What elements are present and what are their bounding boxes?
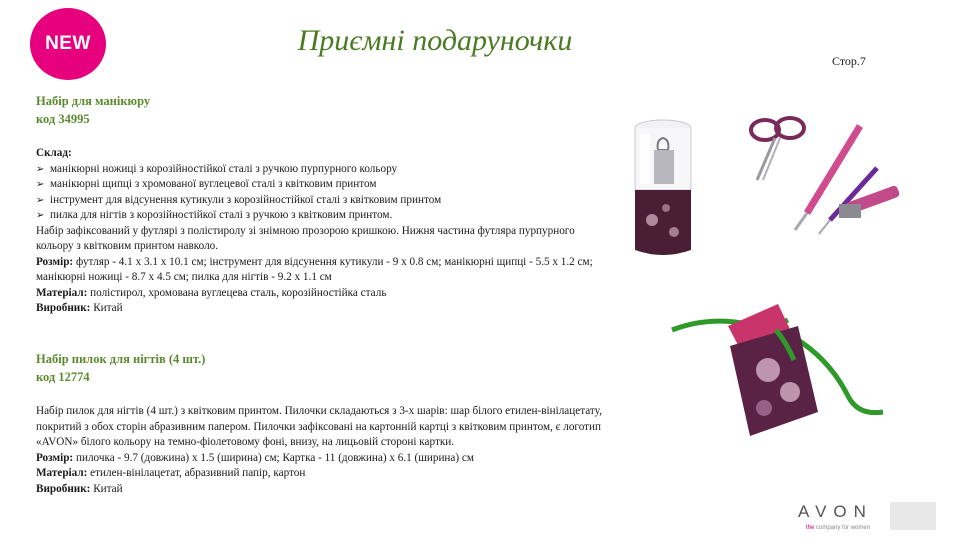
list-item xyxy=(36,208,611,224)
product1-material xyxy=(36,286,611,302)
size-value: футляр - 4.1 х 3.1 х 10.1 см; інструмент для відсунення кутикули - 9 х 0.8 см; манікюрні щипці - 5.5 х 1.2 см; манікюрні ножиці - 8.7 х 4.5 см; пилка для нігтів - 9.2 х 1.1 см xyxy=(36,255,593,283)
maker-label: Виробник: xyxy=(36,482,91,495)
product2-code: код 12774 xyxy=(36,370,90,384)
bullet-arrow-icon: ➢ xyxy=(36,179,45,190)
material-value: полістирол, хромована вуглецева сталь, корозійностійка сталь xyxy=(90,286,387,299)
material-label: Матеріал: xyxy=(36,467,88,479)
size-value: пилочка - 9.7 (довжина) х 1.5 (ширина) см; Картка - 11 (довжина) х 6.1 (ширина) см xyxy=(75,451,474,464)
product1-details xyxy=(36,146,611,317)
product1-description: Набір зафіксований у футлярі з полістиролу зі знімною прозорою кришкою. Нижня частина футляра пурпурного кольору з квітковим принтом навколо. xyxy=(36,224,575,252)
list-item xyxy=(36,193,611,209)
product2-heading xyxy=(36,350,205,386)
page-number: Стор.7 xyxy=(832,54,866,68)
list-item-text: манікюрні ножиці з корозійностійкої сталі з ручкою пурпурного кольору xyxy=(50,162,398,175)
maker-label: Виробник: xyxy=(36,302,91,314)
new-badge xyxy=(30,8,106,80)
product2-material xyxy=(36,466,606,482)
list-item xyxy=(36,162,611,178)
maker-value: Китай xyxy=(93,302,123,314)
bullet-arrow-icon: ➢ xyxy=(36,163,45,175)
list-item-text: манікюрні щипці з хромованої вуглецевої сталі з квітковим принтом xyxy=(50,178,377,190)
list-item xyxy=(36,177,611,193)
footer-grey-block xyxy=(890,502,936,530)
bullet-arrow-icon: ➢ xyxy=(36,194,45,206)
maker-value: Китай xyxy=(93,482,123,495)
avon-tagline xyxy=(806,525,870,531)
material-value: етилен-вінілацетат, абразивний папір, картон xyxy=(90,467,306,479)
product2-maker xyxy=(36,482,606,498)
list-item-text: пилка для нігтів з корозійностійкої сталі з ручкою з квітковим принтом. xyxy=(50,209,393,221)
manicure-case-image xyxy=(618,110,708,260)
tagline-rest: company for women xyxy=(816,525,871,531)
composition-label: Склад: xyxy=(36,147,72,159)
size-label: Розмір: xyxy=(36,451,74,464)
product2-name: Набір пилок для нігтів (4 шт.) xyxy=(36,352,206,366)
product1-maker xyxy=(36,301,611,317)
list-item-text: інструмент для відсунення кутикули з корозійностійкої сталі з квітковим принтом xyxy=(50,193,442,206)
product2-description: Набір пилок для нігтів (4 шт.) з квітковим принтом. Пилочки складаються з 3-х шарів: шар білого етилен-вінілацетату, покритий з обох сторін абразивним папером. Пилочки зафіксовані на картонній картці з квітковим принтом, є логотип «AVON» білого кольору на темно-фіолетовому фоні, внизу, на лицьовій стороні картки. xyxy=(36,405,602,448)
nail-file-card-image xyxy=(668,286,888,446)
product1-heading xyxy=(36,92,150,128)
material-label: Матеріал: xyxy=(36,286,88,299)
page-title: Приємні подаруночки xyxy=(297,24,573,57)
manicure-tools-image xyxy=(735,108,915,238)
product2-details xyxy=(36,404,606,497)
product1-code: код 34995 xyxy=(36,112,90,126)
bullet-arrow-icon: ➢ xyxy=(36,210,45,221)
avon-logo: AVON xyxy=(798,502,873,521)
tagline-the: the xyxy=(806,525,815,531)
size-label: Розмір: xyxy=(36,255,74,268)
product1-size xyxy=(36,255,611,286)
product1-name: Набір для манікюру xyxy=(36,94,151,108)
product2-size xyxy=(36,451,606,467)
new-badge-label: NEW xyxy=(45,33,91,54)
